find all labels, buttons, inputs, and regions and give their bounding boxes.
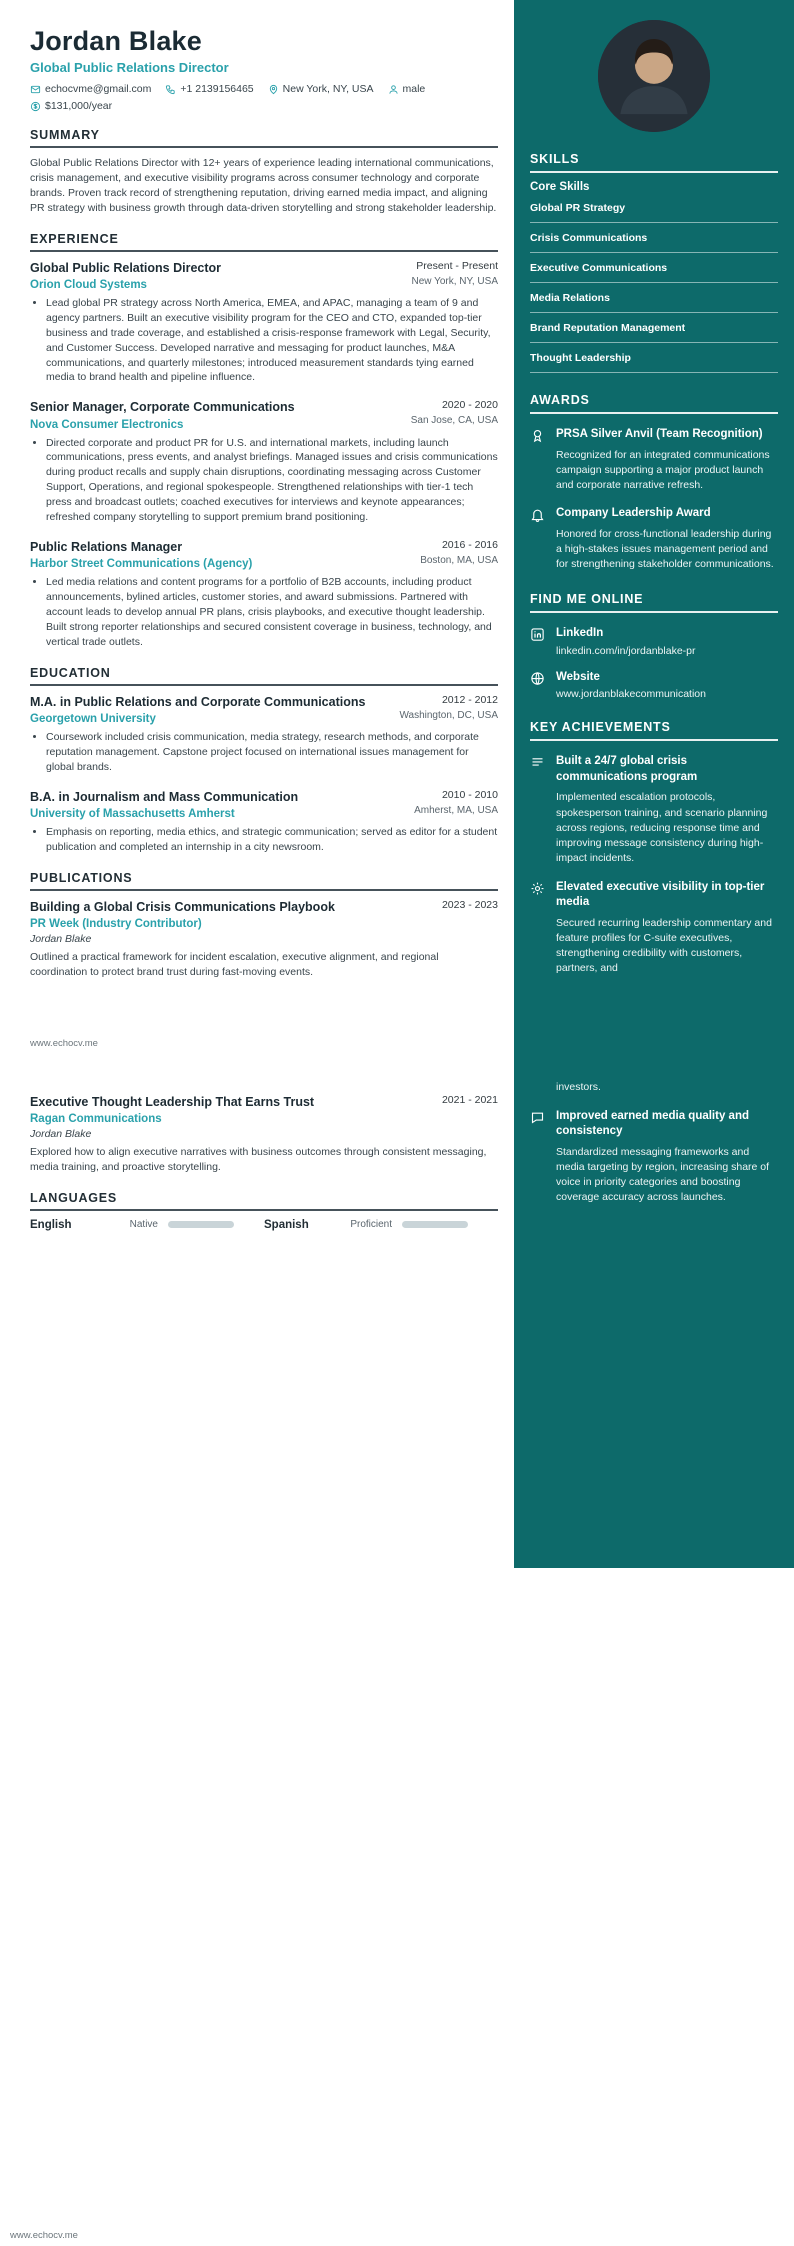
contact-item-phone[interactable]: +1 2139156465 [165,83,253,95]
sidebar-section-achievements [530,720,778,1205]
achievement-description: Standardized messaging frameworks and media targeting by region, increasing share of voice in priority categories and boosting coverage accuracy across launches. [556,1145,770,1204]
award-title: Company Leadership Award [556,507,711,520]
degree-title: B.A. in Journalism and Mass Communication [30,789,299,804]
publication-description: Explored how to align executive narratives with business outcomes through consistent messaging, media training, and proactive storytelling. [30,1146,487,1174]
language-level: Proficient [350,1219,392,1231]
entry-location: Washington, DC, USA [399,709,498,721]
achievement-item [530,754,778,866]
publication-description: Outlined a practical framework for incident escalation, executive alignment, and regional coordination to protect brand trust during fast-moving events. [30,951,439,978]
achievement-item [530,1109,778,1206]
entry-location: San Jose, CA, USA [410,415,498,427]
achievement-title: Elevated executive visibility in top-tier media [556,880,765,909]
person-icon [388,84,399,95]
publication-date: 2023 - 2023 [441,898,498,911]
main-column [0,0,514,1231]
publisher-link[interactable]: Ragan Communications [30,1113,162,1126]
achievements-heading: KEY ACHIEVEMENTS [530,720,778,741]
publication-title: Executive Thought Leadership That Earns Trust [30,1094,315,1109]
entry-company-link[interactable]: Nova Consumer Electronics [30,418,184,431]
language-item [264,1219,498,1231]
entry-date: 2012 - 2012 [441,693,498,706]
profile-photo [598,20,710,132]
email-icon [30,84,41,95]
education-entry [30,694,498,775]
list-icon [530,754,547,866]
sidebar-section-skills [530,152,778,373]
education-entry [30,789,498,855]
entry-date: 2010 - 2010 [441,788,498,801]
degree-title: M.A. in Public Relations and Corporate Communications [30,694,366,709]
linkedin-icon [530,626,547,657]
phone-icon [165,84,176,95]
achievement-description: Implemented escalation protocols, spokesperson training, and scenario planning across regions, reducing response time and improving message consistency during high-impact incidents. [556,791,768,865]
experience-entry [30,260,498,386]
school-link[interactable]: Georgetown University [30,713,156,726]
section-experience [30,232,498,650]
entry-date: Present - Present [416,259,498,272]
page-break [30,994,498,1094]
online-label: LinkedIn [556,627,604,640]
skills-heading: SKILLS [530,152,778,173]
contact-item-gender: male [388,83,426,95]
achievement-continuation: investors. [556,1081,601,1094]
online-heading: FIND ME ONLINE [530,592,778,613]
entry-company-link[interactable]: Orion Cloud Systems [30,278,147,291]
contact-bar-row2 [30,100,498,112]
online-label: Website [556,670,600,683]
achievement-title: Improved earned media quality and consistency [556,1109,749,1138]
entry-bullet: • Lead global PR strategy across North America, EMEA, and APAC, managing a team of 9 and agency partners. Built an executive visibility program for the CEO and CTO, expanded top-tier business and trade coverage, and established a crisis-response framework with Legal, Security, and Customer Success. Developed narrative and messaging for product launches, M&A communications, and quarterly milestones; introduced measurement standards tying earned media to brand health and pipeline influence. [46,296,498,385]
entry-date: 2016 - 2016 [441,539,498,551]
languages-heading: LANGUAGES [30,1191,498,1211]
publication-author: Jordan Blake [30,933,92,946]
page1-footer-url[interactable]: www.echocv.me [30,1038,98,1050]
entry-bullet: • Emphasis on reporting, media ethics, and strategic communication; served as editor for a student publication and completed an internship in a city newsroom. [46,825,498,855]
publication-entry [30,1094,498,1175]
publications-heading: PUBLICATIONS [30,871,498,891]
entry-date: 2020 - 2020 [441,399,498,412]
contact-item-email[interactable]: echocvme@gmail.com [30,83,151,95]
achievement-description: Secured recurring leadership commentary and feature profiles for C-suite executives, strengthening credibility with customers, partners, and [556,916,772,975]
entry-title: Senior Manager, Corporate Communications [30,400,295,415]
candidate-title: Global Public Relations Director [30,60,229,75]
chat-icon [530,1109,547,1206]
online-url: linkedin.com/in/jordanblake-pr [556,644,696,657]
publication-entry [30,899,498,980]
publisher-link[interactable]: PR Week (Industry Contributor) [30,918,202,931]
salary-icon [30,101,41,112]
achievement-title: Built a 24/7 global crisis communications program [556,755,698,783]
sidebar [514,0,794,1568]
publication-date: 2021 - 2021 [441,1093,498,1106]
resume-header [30,26,498,112]
award-title: PRSA Silver Anvil (Team Recognition) [556,428,763,440]
contact-item-location: New York, NY, USA [268,83,374,95]
entry-bullet: • Directed corporate and product PR for U.S. and international markets, including launch communications, press events, and analyst briefings. Managed issues and crisis communications during product recalls and supply chain disruptions, coordinating messaging across Customer Support, Operations, and regional spokespeople. Strengthened relationships with tier-1 tech press and broadcast outlets; coached executives for interviews and keynote appearances; refreshed company storytelling to support premium brand positioning. [46,436,498,525]
awards-heading: AWARDS [530,393,778,414]
entry-title: Public Relations Manager [30,540,183,554]
experience-entry [30,399,498,525]
medal-icon [530,427,547,493]
summary-text: Global Public Relations Director with 12+ years of experience leading international communications, crisis management, and executive visibility programs across consumer technology and corporate brands. Proven track record of strengthening reputation, driving earned media impact, and aligning PR strategy with business growth through data-driven storytelling and strong stakeholder leadership. [30,157,497,214]
entry-location: Boston, MA, USA [420,555,498,566]
award-description: Honored for cross-functional leadership during a high-stakes issues management period and for strengthening stakeholder communications. [556,527,774,571]
language-bar [168,1221,234,1228]
entry-location: Amherst, MA, USA [414,804,498,816]
section-summary [30,128,498,216]
achievement-item [530,880,778,977]
location-pin-icon [268,84,279,95]
entry-bullet: • Coursework included crisis communication, media strategy, research methods, and corporate reputation management. Capstone project focused on international issues management for global brands. [46,730,498,775]
skill-tag: Thought Leadership [530,343,778,373]
summary-heading: SUMMARY [30,128,498,148]
skills-group-label: Core Skills [530,181,590,193]
section-publications-continued [30,1094,498,1175]
skill-tag: Executive Communications [530,253,778,283]
section-languages [30,1191,498,1231]
language-bar [402,1221,468,1228]
publication-title: Building a Global Crisis Communications Playbook [30,899,335,914]
candidate-name: Jordan Blake [30,26,202,56]
education-heading: EDUCATION [30,666,498,686]
entry-bullet: • Led media relations and content programs for a portfolio of B2B accounts, including product announcements, bylined articles, customer stories, and award submissions. Partnered with account leads to develop annual PR plans, crisis playbooks, and executive thought leadership. Built strong reporter relationships and secured consistent coverage in business, technology, and vertical trade outlets. [46,575,498,650]
skill-tag: Global PR Strategy [530,193,778,223]
experience-heading: EXPERIENCE [30,232,498,252]
experience-entry [30,539,498,650]
school-link[interactable]: University of Massachusetts Amherst [30,808,235,820]
sidebar-section-awards [530,393,778,572]
entry-title: Global Public Relations Director [30,260,222,275]
online-url: www.jordanblakecommunication [556,688,706,701]
section-publications [30,871,498,980]
contact-bar [30,83,498,95]
page2-footer-url[interactable]: www.echocv.me [10,2230,78,2241]
bell-icon [530,506,547,572]
online-item-website[interactable] [530,670,778,701]
entry-company-link[interactable]: Harbor Street Communications (Agency) [30,558,253,571]
sidebar-section-online [530,592,778,700]
website-icon [530,670,547,701]
language-level: Native [129,1219,158,1231]
language-name: Spanish [264,1218,309,1231]
publication-author: Jordan Blake [30,1128,92,1141]
award-item [530,506,778,572]
sidebar-page-gap [530,976,778,1072]
online-item-linkedin[interactable] [530,626,778,657]
skill-tag: Crisis Communications [530,223,778,253]
language-name: English [30,1218,72,1231]
award-item [530,427,778,493]
skill-tag: Brand Reputation Management [530,313,778,343]
award-description: Recognized for an integrated communications campaign supporting a major product launch and corporate narrative refresh. [556,448,770,491]
skill-tag: Media Relations [530,283,778,313]
contact-item-salary: $131,000/year [30,100,112,112]
section-education [30,666,498,855]
entry-location: New York, NY, USA [411,275,498,287]
language-item [30,1219,264,1231]
gear-icon [530,880,547,977]
